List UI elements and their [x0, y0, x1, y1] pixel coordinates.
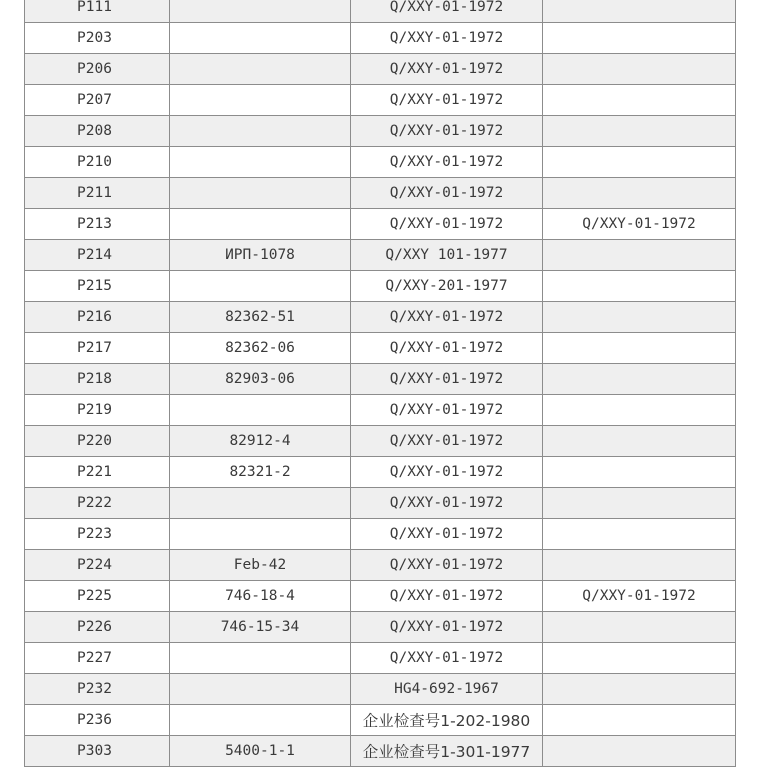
standard-number-cell: Q/XXY-01-1972	[351, 54, 543, 85]
table-row	[25, 457, 736, 488]
alternate-standard-cell	[543, 457, 736, 488]
reference-number-cell	[170, 85, 351, 116]
table-row	[25, 302, 736, 333]
part-code-cell: P215	[25, 271, 170, 302]
reference-number-cell	[170, 395, 351, 426]
standard-number-cell: 企业检查号1-301-1977	[351, 736, 543, 767]
table-row	[25, 643, 736, 674]
alternate-standard-cell	[543, 736, 736, 767]
part-code-cell: P203	[25, 23, 170, 54]
reference-number-cell: 746-15-34	[170, 612, 351, 643]
reference-number-cell	[170, 488, 351, 519]
alternate-standard-cell	[543, 705, 736, 736]
standard-number-cell: Q/XXY-01-1972	[351, 147, 543, 178]
table-row	[25, 23, 736, 54]
alternate-standard-cell	[543, 488, 736, 519]
reference-number-cell	[170, 271, 351, 302]
reference-number-cell	[170, 705, 351, 736]
reference-number-cell	[170, 54, 351, 85]
table-row	[25, 705, 736, 736]
part-code-cell: P222	[25, 488, 170, 519]
table-row	[25, 0, 736, 23]
part-code-cell: P223	[25, 519, 170, 550]
standard-number-cell: Q/XXY-01-1972	[351, 178, 543, 209]
part-code-cell: P208	[25, 116, 170, 147]
alternate-standard-cell	[543, 240, 736, 271]
part-code-cell: P219	[25, 395, 170, 426]
part-code-cell: P207	[25, 85, 170, 116]
standard-number-cell: Q/XXY-01-1972	[351, 23, 543, 54]
table-row	[25, 364, 736, 395]
part-code-cell: P211	[25, 178, 170, 209]
alternate-standard-cell	[543, 550, 736, 581]
table-row	[25, 612, 736, 643]
table-row	[25, 54, 736, 85]
standard-number-cell: Q/XXY-01-1972	[351, 85, 543, 116]
standard-number-cell: Q/XXY-01-1972	[351, 302, 543, 333]
alternate-standard-cell	[543, 426, 736, 457]
table-row	[25, 116, 736, 147]
standard-number-cell: Q/XXY-01-1972	[351, 333, 543, 364]
part-code-cell: P224	[25, 550, 170, 581]
table-row	[25, 85, 736, 116]
reference-number-cell: 82903-06	[170, 364, 351, 395]
alternate-standard-cell	[543, 0, 736, 23]
part-code-cell: P220	[25, 426, 170, 457]
standard-number-cell: Q/XXY-01-1972	[351, 612, 543, 643]
part-code-cell: P216	[25, 302, 170, 333]
table-row	[25, 488, 736, 519]
table-row	[25, 178, 736, 209]
table-row	[25, 736, 736, 767]
table-row	[25, 581, 736, 612]
table-row	[25, 240, 736, 271]
part-code-cell: P236	[25, 705, 170, 736]
standards-table-container	[24, 0, 735, 767]
standard-number-cell: Q/XXY-01-1972	[351, 426, 543, 457]
alternate-standard-cell	[543, 395, 736, 426]
reference-number-cell	[170, 116, 351, 147]
reference-number-cell: 5400-1-1	[170, 736, 351, 767]
alternate-standard-cell	[543, 333, 736, 364]
alternate-standard-cell	[543, 85, 736, 116]
alternate-standard-cell	[543, 364, 736, 395]
reference-number-cell	[170, 23, 351, 54]
standard-number-cell: Q/XXY-01-1972	[351, 581, 543, 612]
standard-number-cell: Q/XXY-01-1972	[351, 116, 543, 147]
standard-number-cell: Q/XXY-01-1972	[351, 209, 543, 240]
table-row	[25, 395, 736, 426]
table-body	[25, 0, 736, 767]
alternate-standard-cell: Q/XXY-01-1972	[543, 209, 736, 240]
reference-number-cell: 746-18-4	[170, 581, 351, 612]
part-code-cell: P111	[25, 0, 170, 23]
reference-number-cell	[170, 147, 351, 178]
standard-number-cell: Q/XXY-01-1972	[351, 550, 543, 581]
reference-number-cell: 82362-51	[170, 302, 351, 333]
part-code-cell: P217	[25, 333, 170, 364]
alternate-standard-cell	[543, 674, 736, 705]
part-code-cell: P303	[25, 736, 170, 767]
alternate-standard-cell	[543, 54, 736, 85]
table-row	[25, 271, 736, 302]
reference-number-cell	[170, 178, 351, 209]
alternate-standard-cell	[543, 302, 736, 333]
part-code-cell: P213	[25, 209, 170, 240]
alternate-standard-cell	[543, 643, 736, 674]
reference-number-cell	[170, 519, 351, 550]
alternate-standard-cell: Q/XXY-01-1972	[543, 581, 736, 612]
standards-table	[24, 0, 736, 767]
alternate-standard-cell	[543, 23, 736, 54]
standard-number-cell: Q/XXY-01-1972	[351, 457, 543, 488]
table-row	[25, 209, 736, 240]
standard-number-cell: Q/XXY-01-1972	[351, 488, 543, 519]
reference-number-cell	[170, 674, 351, 705]
standard-number-cell: Q/XXY-01-1972	[351, 519, 543, 550]
part-code-cell: P206	[25, 54, 170, 85]
standard-number-cell: Q/XXY-01-1972	[351, 643, 543, 674]
part-code-cell: P214	[25, 240, 170, 271]
standard-number-cell: Q/XXY-01-1972	[351, 395, 543, 426]
part-code-cell: P221	[25, 457, 170, 488]
reference-number-cell: 82912-4	[170, 426, 351, 457]
alternate-standard-cell	[543, 147, 736, 178]
standard-number-cell: HG4-692-1967	[351, 674, 543, 705]
reference-number-cell: 82362-06	[170, 333, 351, 364]
alternate-standard-cell	[543, 116, 736, 147]
standard-number-cell: Q/XXY-01-1972	[351, 364, 543, 395]
reference-number-cell: 82321-2	[170, 457, 351, 488]
reference-number-cell	[170, 643, 351, 674]
table-row	[25, 519, 736, 550]
reference-number-cell	[170, 0, 351, 23]
reference-number-cell: Feb-42	[170, 550, 351, 581]
standard-number-cell: 企业检查号1-202-1980	[351, 705, 543, 736]
alternate-standard-cell	[543, 178, 736, 209]
part-code-cell: P227	[25, 643, 170, 674]
standard-number-cell: Q/XXY-01-1972	[351, 0, 543, 23]
standard-number-cell: Q/XXY-201-1977	[351, 271, 543, 302]
part-code-cell: P210	[25, 147, 170, 178]
table-row	[25, 550, 736, 581]
part-code-cell: P225	[25, 581, 170, 612]
alternate-standard-cell	[543, 519, 736, 550]
table-row	[25, 147, 736, 178]
alternate-standard-cell	[543, 271, 736, 302]
table-row	[25, 333, 736, 364]
alternate-standard-cell	[543, 612, 736, 643]
reference-number-cell	[170, 209, 351, 240]
part-code-cell: P226	[25, 612, 170, 643]
reference-number-cell: ИРП-1078	[170, 240, 351, 271]
table-row	[25, 674, 736, 705]
part-code-cell: P218	[25, 364, 170, 395]
standard-number-cell: Q/XXY 101-1977	[351, 240, 543, 271]
table-row	[25, 426, 736, 457]
part-code-cell: P232	[25, 674, 170, 705]
